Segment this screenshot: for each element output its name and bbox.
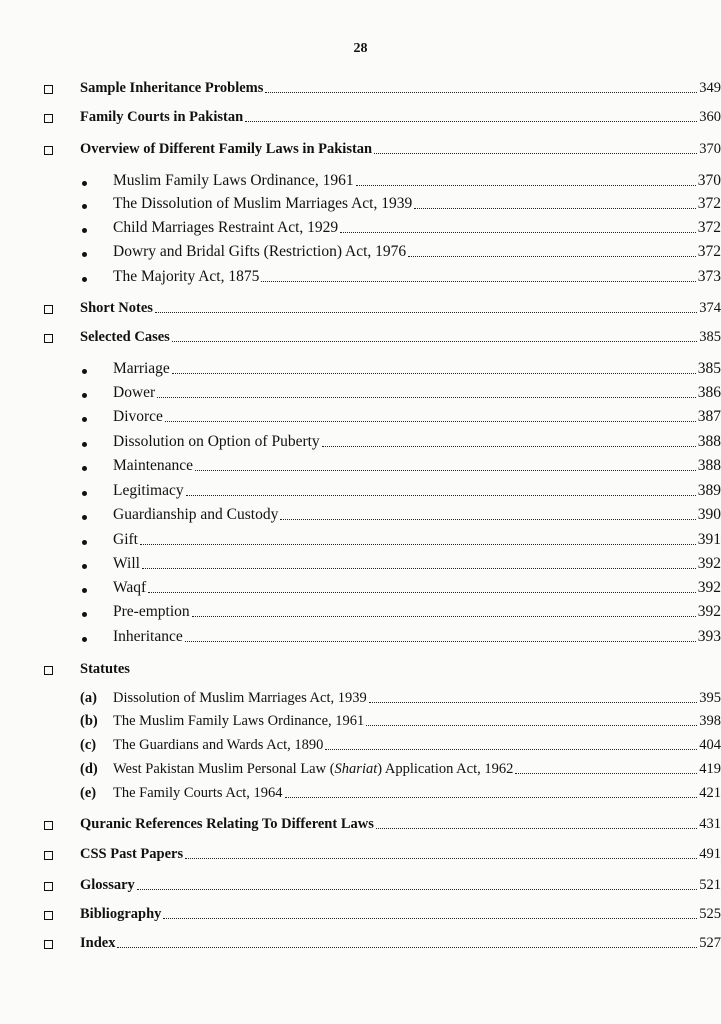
toc-entry-title: Bibliography [80, 906, 162, 922]
bullet-icon [82, 181, 87, 186]
toc-entry-page: 421 [699, 785, 721, 801]
toc-entry[interactable] [0, 326, 721, 348]
toc-entry[interactable] [0, 480, 721, 502]
bullet-icon [82, 369, 87, 374]
toc-entry-page: 391 [697, 531, 721, 548]
dot-leader [414, 207, 696, 209]
dot-leader [515, 772, 697, 774]
toc-entry-page: 404 [699, 737, 721, 753]
toc-entry-title: Maintenance [113, 457, 194, 474]
toc-entry-title: Guardianship and Custody [113, 506, 279, 523]
toc-entry-page: 431 [699, 816, 721, 832]
toc-entry-letter: (d) [80, 761, 98, 777]
toc-entry-title: Statutes [80, 661, 130, 677]
toc-entry-page: 491 [699, 846, 721, 862]
toc-entry-page: 419 [699, 761, 721, 777]
dot-leader [172, 340, 697, 342]
toc-entry-page: 392 [697, 555, 721, 572]
toc-entry[interactable] [0, 843, 721, 865]
bullet-icon [82, 417, 87, 422]
toc-entry-title: Short Notes [80, 300, 153, 316]
dot-leader [265, 91, 697, 93]
bullet-icon [82, 612, 87, 617]
checkbox-square-icon [44, 146, 53, 155]
toc-entry-page: 390 [697, 506, 721, 523]
toc-entry[interactable] [0, 813, 721, 835]
toc-entry-title: CSS Past Papers [80, 846, 184, 862]
toc-entry[interactable] [0, 193, 721, 215]
checkbox-square-icon [44, 114, 53, 123]
toc-entry-title: Family Courts in Pakistan [80, 109, 244, 125]
toc-entry-title: Glossary [80, 877, 135, 893]
toc-entry[interactable] [0, 266, 721, 288]
toc-entry[interactable] [0, 687, 721, 709]
dot-leader [155, 311, 697, 313]
toc-entry-page: 385 [697, 360, 721, 377]
toc-entry-title: The Muslim Family Laws Ordinance, 1961 [113, 713, 365, 729]
toc-entry[interactable] [0, 431, 721, 453]
toc-entry-page: 392 [697, 579, 721, 596]
dot-leader [157, 396, 696, 398]
dot-leader [408, 255, 696, 257]
toc-entry-page: 395 [699, 690, 721, 706]
toc-entry-title: Child Marriages Restraint Act, 1929 [113, 219, 339, 236]
toc-entry-title: The Guardians and Wards Act, 1890 [113, 737, 324, 753]
dot-leader [172, 372, 696, 374]
dot-leader [356, 184, 696, 186]
toc-entry-page: 349 [699, 80, 721, 96]
toc-entry-title: Overview of Different Family Laws in Pakistan [80, 141, 373, 157]
toc-entry[interactable] [0, 626, 721, 648]
toc-entry-title: Waqf [113, 579, 147, 596]
toc-entry-title: Dissolution of Muslim Marriages Act, 1939 [113, 690, 367, 706]
toc-entry[interactable] [0, 710, 721, 732]
toc-entry-title: Marriage [113, 360, 170, 377]
dot-leader [186, 494, 696, 496]
bullet-icon [82, 564, 87, 569]
toc-entry-letter: (b) [80, 713, 98, 729]
dot-leader [285, 796, 698, 798]
toc-entry-page: 370 [697, 172, 721, 189]
dot-leader [165, 420, 696, 422]
toc-entry-page: 392 [697, 603, 721, 620]
checkbox-square-icon [44, 85, 53, 94]
toc-entry-title: West Pakistan Muslim Personal Law (Shariat) Application Act, 1962 [113, 761, 514, 777]
toc-entry-page: 372 [697, 219, 721, 236]
dot-leader [374, 152, 697, 154]
dot-leader [322, 445, 696, 447]
toc-entry[interactable] [0, 903, 721, 925]
toc-entry[interactable] [0, 734, 721, 756]
toc-entry-page: 372 [697, 243, 721, 260]
bullet-icon [82, 252, 87, 257]
toc-entry-page: 393 [697, 628, 721, 645]
checkbox-square-icon [44, 940, 53, 949]
toc-entry-title: Dissolution on Option of Puberty [113, 433, 320, 450]
toc-entry-page: 521 [699, 877, 721, 893]
toc-entry[interactable] [0, 217, 721, 239]
bullet-icon [82, 515, 87, 520]
toc-entry-title: Inheritance [113, 628, 183, 645]
dot-leader [340, 231, 696, 233]
toc-entry-title: Divorce [113, 408, 163, 425]
checkbox-square-icon [44, 821, 53, 830]
dot-leader [192, 615, 696, 617]
dot-leader [163, 917, 697, 919]
toc-entry-page: 389 [697, 482, 721, 499]
toc-entry-title: The Majority Act, 1875 [113, 268, 260, 285]
toc-entry-page: 388 [697, 433, 721, 450]
toc-entry[interactable] [0, 504, 721, 526]
toc-entry-page: 370 [699, 141, 721, 157]
toc-entry[interactable] [0, 874, 721, 896]
dot-leader [142, 567, 696, 569]
bullet-icon [82, 491, 87, 496]
dot-leader [261, 280, 695, 282]
toc-entry[interactable] [0, 106, 721, 128]
toc-entry-page: 373 [697, 268, 721, 285]
toc-entry-page: 360 [699, 109, 721, 125]
dot-leader [195, 469, 696, 471]
toc-entry-title: The Family Courts Act, 1964 [113, 785, 283, 801]
dot-leader [185, 640, 696, 642]
toc-entry-title: The Dissolution of Muslim Marriages Act, 1939 [113, 195, 413, 212]
toc-entry-page: 398 [699, 713, 721, 729]
toc-entry[interactable] [0, 382, 721, 404]
dot-leader [148, 591, 696, 593]
toc-entry[interactable] [0, 601, 721, 623]
toc-entry-page: 527 [699, 935, 721, 951]
toc-entry-title: Dower [113, 384, 156, 401]
toc-entry-title: Muslim Family Laws Ordinance, 1961 [113, 172, 354, 189]
dot-leader [140, 543, 696, 545]
toc-entry-title: Gift [113, 531, 138, 548]
dot-leader [325, 748, 697, 750]
toc-entry-title: Legitimacy [113, 482, 184, 499]
toc-entry[interactable] [0, 553, 721, 575]
toc-entry-page: 374 [699, 300, 721, 316]
toc-entry-letter: (c) [80, 737, 97, 753]
toc-entry[interactable] [0, 529, 721, 551]
toc-entry-page: 525 [699, 906, 721, 922]
checkbox-square-icon [44, 666, 53, 675]
toc-entry[interactable] [0, 782, 721, 804]
toc-entry-title: Selected Cases [80, 329, 170, 345]
toc-entry-page: 386 [697, 384, 721, 401]
dot-leader [117, 946, 697, 948]
checkbox-square-icon [44, 851, 53, 860]
bullet-icon [82, 228, 87, 233]
toc-entry-page: 387 [697, 408, 721, 425]
toc-entry[interactable] [0, 77, 721, 99]
bullet-icon [82, 540, 87, 545]
toc-entry[interactable] [0, 138, 721, 160]
bullet-icon [82, 442, 87, 447]
toc-entry[interactable] [0, 241, 721, 263]
toc-entry-title: Dowry and Bridal Gifts (Restriction) Act, 1976 [113, 243, 407, 260]
toc-entry-title: Pre-emption [113, 603, 190, 620]
toc-entry[interactable] [0, 455, 721, 477]
dot-leader [137, 888, 697, 890]
toc-entry[interactable] [0, 170, 721, 192]
dot-leader [245, 120, 697, 122]
toc-entry[interactable] [0, 758, 721, 780]
toc-entry-title: Will [113, 555, 140, 572]
bullet-icon [82, 393, 87, 398]
bullet-icon [82, 466, 87, 471]
checkbox-square-icon [44, 911, 53, 920]
toc-entry-page: 372 [697, 195, 721, 212]
checkbox-square-icon [44, 305, 53, 314]
toc-entry-page: 388 [697, 457, 721, 474]
toc-entry[interactable] [0, 577, 721, 599]
toc-entry[interactable] [0, 406, 721, 428]
page-number: 28 [353, 41, 368, 56]
toc-entry-title: Sample Inheritance Problems [80, 80, 264, 96]
toc-entry-title: Index [80, 935, 116, 951]
toc-entry-page: 385 [699, 329, 721, 345]
bullet-icon [82, 588, 87, 593]
toc-entry[interactable] [0, 932, 721, 954]
bullet-icon [82, 637, 87, 642]
toc-entry[interactable] [0, 297, 721, 319]
dot-leader [366, 724, 697, 726]
bullet-icon [82, 277, 87, 282]
toc-entry[interactable] [0, 658, 721, 680]
toc-entry-letter: (a) [80, 690, 97, 706]
checkbox-square-icon [44, 334, 53, 343]
dot-leader [185, 857, 697, 859]
toc-entry[interactable] [0, 358, 721, 380]
toc-entry-letter: (e) [80, 785, 97, 801]
toc-entry-title: Quranic References Relating To Different Laws [80, 816, 374, 832]
bullet-icon [82, 204, 87, 209]
checkbox-square-icon [44, 882, 53, 891]
dot-leader [280, 518, 695, 520]
dot-leader [369, 701, 698, 703]
dot-leader [376, 827, 697, 829]
